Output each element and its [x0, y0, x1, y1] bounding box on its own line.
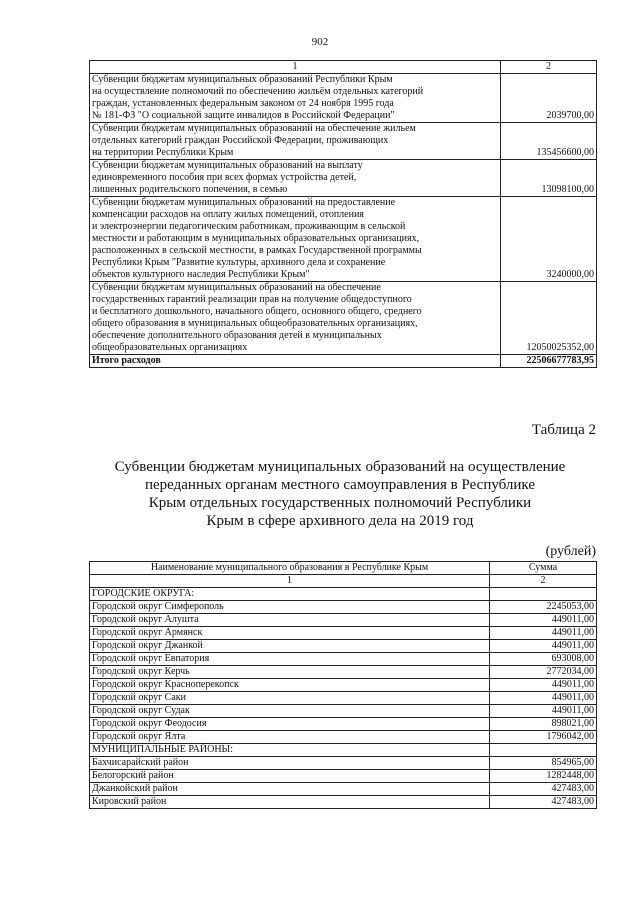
table-row [90, 160, 597, 197]
description-line: и электроэнергии педагогическим работникам, проживающим в сельской [92, 221, 406, 232]
table-row [90, 123, 597, 160]
table-header-row [90, 562, 597, 575]
description-line: обеспечение дополнительного образования детей в муниципальных [92, 330, 382, 341]
municipality-amount: 449011,00 [490, 640, 597, 653]
municipality-amount: 449011,00 [490, 705, 597, 718]
column-number: 2 [501, 61, 597, 74]
municipality-name: Городской округ Симферополь [90, 601, 490, 614]
description-line: единовременного пособия при всех формах устройства детей, [92, 172, 357, 183]
municipality-name: Городской округ Судак [90, 705, 490, 718]
column-number-row [90, 575, 597, 588]
description-line: на территории Республики Крым [92, 147, 234, 158]
total-label: Итого расходов [90, 355, 501, 368]
municipality-amount: 449011,00 [490, 679, 597, 692]
table-row [90, 796, 597, 809]
municipality-amount: 2245053,00 [490, 601, 597, 614]
page-number: 902 [311, 36, 329, 48]
description-line: Субвенции бюджетам муниципальных образований на предоставление [92, 197, 396, 208]
row-description [90, 282, 501, 355]
municipality-name: Городской округ Евпатория [90, 653, 490, 666]
description-line: компенсации расходов на оплату жилых помещений, отопления [92, 209, 364, 220]
municipality-name: Городской округ Ялта [90, 731, 490, 744]
description-line: Субвенции бюджетам муниципальных образований на выплату [92, 160, 363, 171]
table-row [90, 770, 597, 783]
municipality-amount: 693008,00 [490, 653, 597, 666]
table-title [60, 458, 620, 530]
table-row [90, 783, 597, 796]
description-line: общего образования в муниципальных общеобразовательных организациях, [92, 318, 418, 329]
description-line: местности и работающим в муниципальных образовательных организациях, [92, 233, 420, 244]
description-line: Субвенции бюджетам муниципальных образований на обеспечение [92, 282, 381, 293]
column-header: Сумма [490, 562, 597, 575]
description-line: Субвенции бюджетам муниципальных образований Республики Крым [92, 74, 393, 85]
table-row [90, 679, 597, 692]
municipality-name: Городской округ Алушта [90, 614, 490, 627]
title-line: Крым отдельных государственных полномочий Республики [148, 495, 532, 511]
description-line: и бесплатного дошкольного, начального общего, основного общего, среднего [92, 306, 422, 317]
table-row [90, 692, 597, 705]
row-description [90, 123, 501, 160]
municipality-name: Белогорский район [90, 770, 490, 783]
municipality-amount: 427483,00 [490, 783, 597, 796]
table-row [90, 614, 597, 627]
municipality-name: Городской округ Армянск [90, 627, 490, 640]
description-line: отдельных категорий граждан Российской Федерации, проживающих [92, 135, 389, 146]
description-line: на осуществление полномочий по обеспечению жильём отдельных категорий [92, 86, 424, 97]
table-row [90, 705, 597, 718]
row-amount: 13098100,00 [501, 160, 597, 197]
municipality-name: Городской округ Красноперекопск [90, 679, 490, 692]
table-row [90, 731, 597, 744]
municipality-amount: 1796042,00 [490, 731, 597, 744]
column-number: 1 [90, 61, 501, 74]
row-amount: 3240000,00 [501, 197, 597, 282]
municipality-amount: 854965,00 [490, 757, 597, 770]
municipality-amount: 449011,00 [490, 692, 597, 705]
municipality-name: ГОРОДСКИЕ ОКРУГА: [90, 588, 490, 601]
municipality-amount [490, 588, 597, 601]
archive-subventions-table [89, 561, 597, 809]
table-row [90, 601, 597, 614]
municipality-amount: 427483,00 [490, 796, 597, 809]
municipality-name: Городской округ Саки [90, 692, 490, 705]
table-row [90, 744, 597, 757]
row-description [90, 197, 501, 282]
table-row [90, 74, 597, 123]
description-line: объектов культурного наследия Республики Крым" [92, 269, 310, 280]
column-number: 1 [90, 575, 490, 588]
description-line: Субвенции бюджетам муниципальных образований на обеспечение жильем [92, 123, 416, 134]
row-description [90, 160, 501, 197]
table-row [90, 666, 597, 679]
municipality-name: Городской округ Керчь [90, 666, 490, 679]
table-row [90, 197, 597, 282]
description-line: № 181-ФЗ "О социальной защите инвалидов в Российской Федерации" [92, 110, 395, 121]
description-line: государственных гарантий реализации прав на получение общедоступного [92, 294, 412, 305]
total-row [90, 355, 597, 368]
table-label: Таблица 2 [531, 422, 596, 438]
title-line: переданных органам местного самоуправления в Республике [144, 477, 536, 493]
municipality-amount: 2772034,00 [490, 666, 597, 679]
description-line: расположенных в сельской местности, в рамках Государственной программы [92, 245, 422, 256]
municipality-amount: 449011,00 [490, 627, 597, 640]
table-row [90, 282, 597, 355]
column-header: Наименование муниципального образования в Республике Крым [90, 562, 490, 575]
municipality-amount [490, 744, 597, 757]
municipality-amount: 1282448,00 [490, 770, 597, 783]
unit-label: (рублей) [545, 544, 596, 559]
municipality-name: Городской округ Джанкой [90, 640, 490, 653]
municipality-name: Кировский район [90, 796, 490, 809]
row-amount: 12050025352,00 [501, 282, 597, 355]
table-row [90, 640, 597, 653]
table-row [90, 653, 597, 666]
row-amount: 2039700,00 [501, 74, 597, 123]
description-line: лишенных родительского попечения, в семью [92, 184, 288, 195]
table-row [90, 757, 597, 770]
total-amount: 22506677783,95 [501, 355, 597, 368]
table-header-row [90, 61, 597, 74]
subventions-table [89, 60, 597, 368]
municipality-amount: 898021,00 [490, 718, 597, 731]
row-amount: 135456600,00 [501, 123, 597, 160]
row-description [90, 74, 501, 123]
municipality-name: МУНИЦИПАЛЬНЫЕ РАЙОНЫ: [90, 744, 490, 757]
municipality-name: Бахчисарайский район [90, 757, 490, 770]
table-row [90, 627, 597, 640]
municipality-name: Джанкойский район [90, 783, 490, 796]
description-line: Республики Крым "Развитие культуры, архивного дела и сохранение [92, 257, 386, 268]
title-line: Субвенции бюджетам муниципальных образований на осуществление [114, 459, 566, 475]
table-row [90, 588, 597, 601]
municipality-name: Городской округ Феодосия [90, 718, 490, 731]
description-line: общеобразовательных организациях [92, 342, 248, 353]
description-line: граждан, установленных федеральным законом от 24 ноября 1995 года [92, 98, 394, 109]
title-line: Крым в сфере архивного дела на 2019 год [206, 513, 474, 529]
municipality-amount: 449011,00 [490, 614, 597, 627]
table-row [90, 718, 597, 731]
column-number: 2 [490, 575, 597, 588]
